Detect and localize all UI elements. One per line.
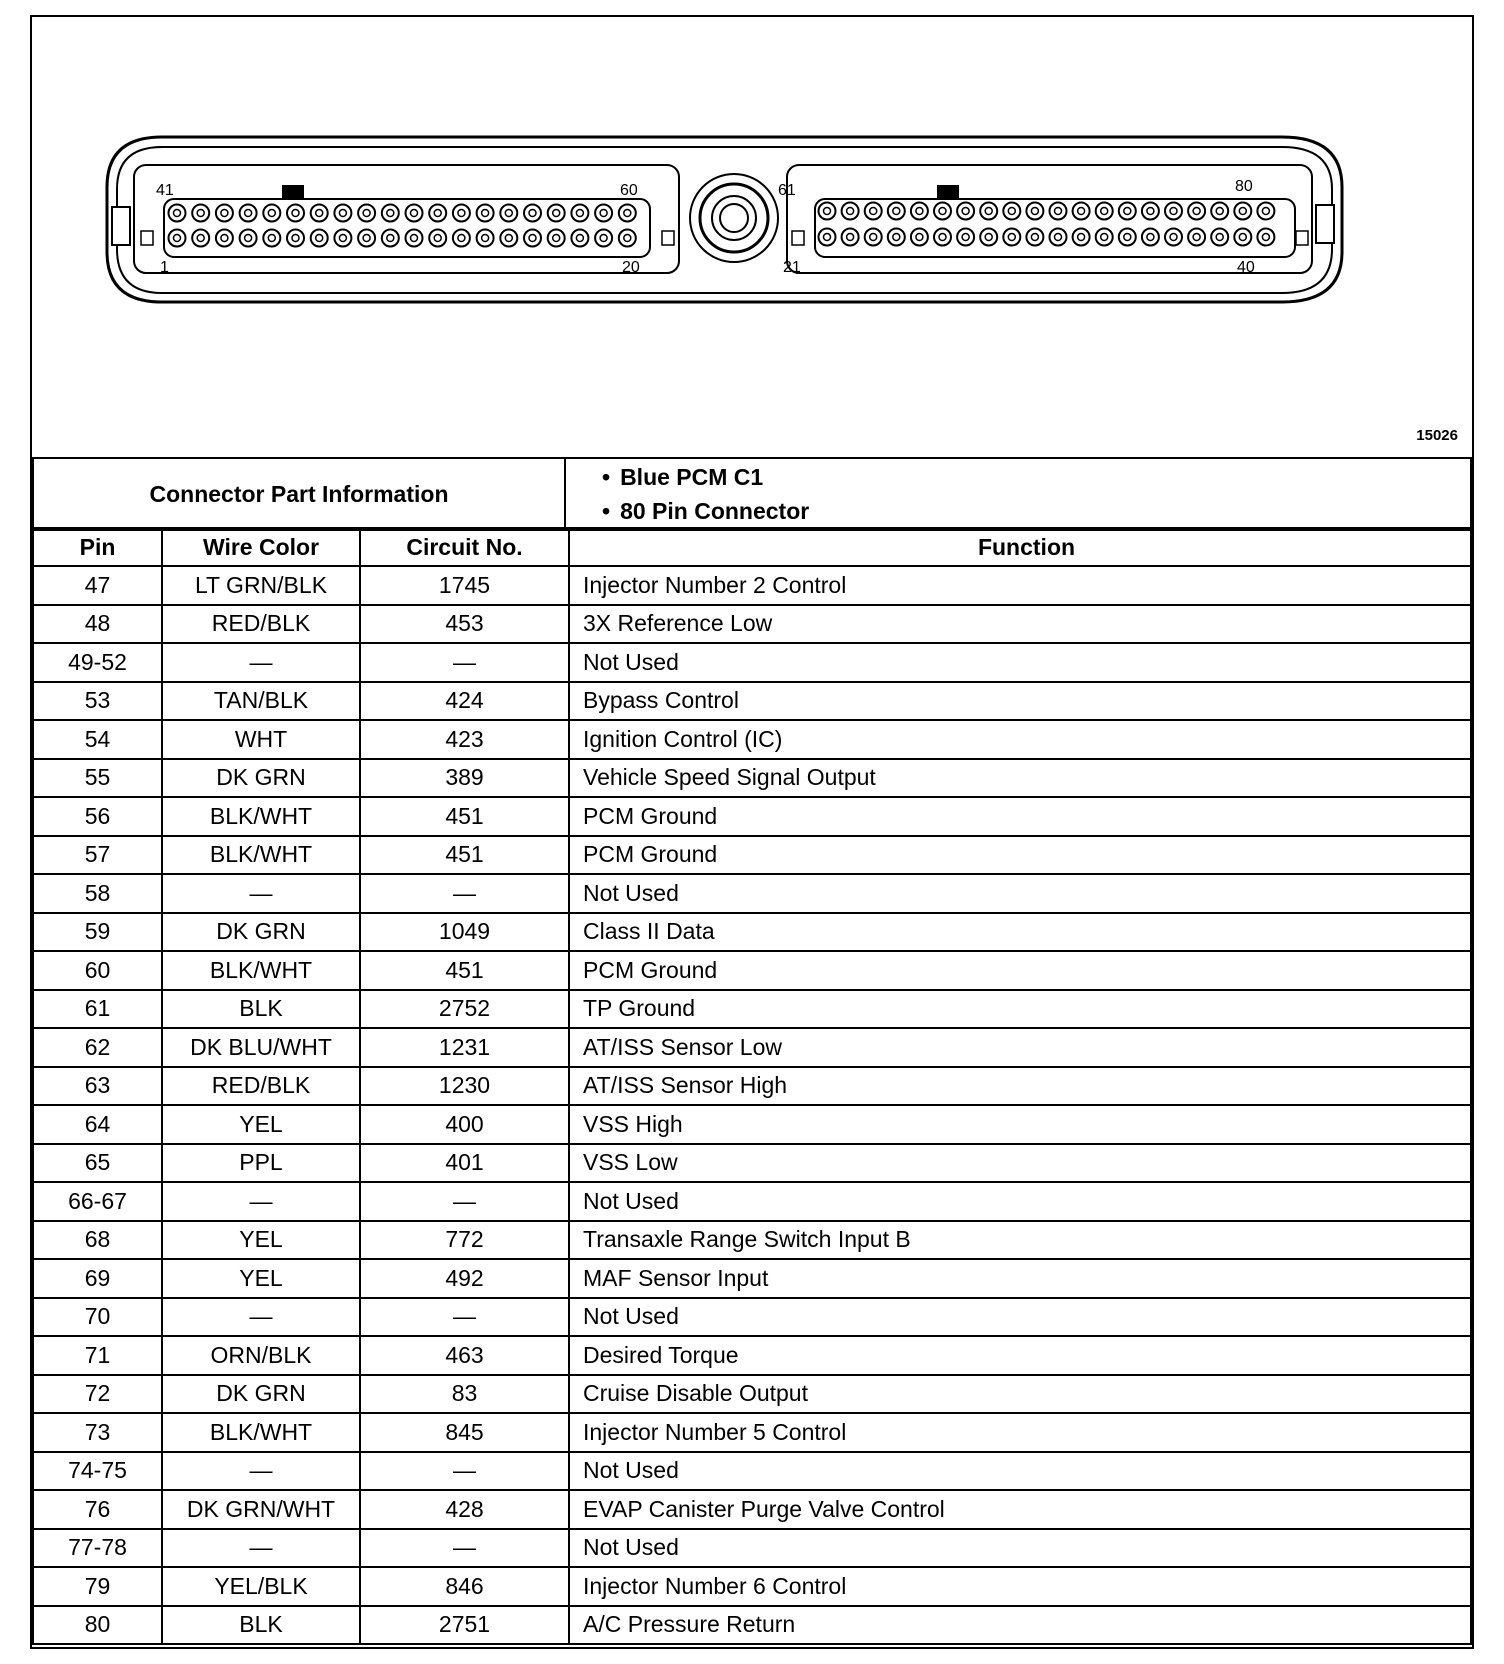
- left-bottom-pin: [287, 230, 304, 247]
- right-bottom-pin: [1119, 229, 1136, 246]
- label-41: 41: [156, 182, 174, 199]
- circuit-cell: 492: [360, 1259, 569, 1298]
- pin-cell: 53: [33, 682, 162, 721]
- pin-cell: 69: [33, 1259, 162, 1298]
- left-key: [282, 185, 304, 198]
- circuit-cell: 845: [360, 1413, 569, 1452]
- wire-color-cell: YEL/BLK: [162, 1567, 360, 1606]
- right-top-pin: [1257, 203, 1274, 220]
- col-header-function: Function: [569, 528, 1471, 566]
- wire-color-cell: BLK/WHT: [162, 836, 360, 875]
- center-bolt-outer: [690, 174, 778, 262]
- left-bottom-pin: [382, 230, 399, 247]
- left-bottom-pin: [477, 230, 494, 247]
- pin-cell: 76: [33, 1490, 162, 1529]
- left-top-pin: [216, 205, 233, 222]
- center-bolt-core: [720, 204, 748, 232]
- circuit-cell: —: [360, 1298, 569, 1337]
- function-cell: Desired Torque: [569, 1336, 1471, 1375]
- table-row: [33, 836, 1471, 875]
- col-header-wire-color: Wire Color: [162, 528, 360, 566]
- right-top-pin: [957, 203, 974, 220]
- table-row: [33, 1067, 1471, 1106]
- right-top-pin: [934, 203, 951, 220]
- table-row: [33, 720, 1471, 759]
- pin-cell: 58: [33, 874, 162, 913]
- wire-color-cell: DK GRN: [162, 759, 360, 798]
- function-cell: EVAP Canister Purge Valve Control: [569, 1490, 1471, 1529]
- function-cell: Transaxle Range Switch Input B: [569, 1221, 1471, 1260]
- right-top-pin: [865, 203, 882, 220]
- label-60: 60: [620, 182, 638, 199]
- pin-cell: 68: [33, 1221, 162, 1260]
- right-bottom-pin: [1096, 229, 1113, 246]
- circuit-cell: 1049: [360, 913, 569, 952]
- table-row: [33, 643, 1471, 682]
- function-cell: AT/ISS Sensor Low: [569, 1028, 1471, 1067]
- function-cell: TP Ground: [569, 990, 1471, 1029]
- pin-cell: 56: [33, 797, 162, 836]
- table-row: [33, 1221, 1471, 1260]
- left-bottom-pin: [169, 230, 186, 247]
- left-bottom-pin: [192, 230, 209, 247]
- right-bottom-pin: [1211, 229, 1228, 246]
- circuit-cell: —: [360, 643, 569, 682]
- left-bottom-pin: [263, 230, 280, 247]
- left-top-pin: [571, 205, 588, 222]
- left-top-pin: [382, 205, 399, 222]
- right-top-pin: [1096, 203, 1113, 220]
- table-row: [33, 1452, 1471, 1491]
- left-bottom-pin: [500, 230, 517, 247]
- left-top-pin: [595, 205, 612, 222]
- function-cell: VSS Low: [569, 1144, 1471, 1183]
- left-latch: [112, 207, 130, 245]
- right-top-pin: [911, 203, 928, 220]
- wire-color-cell: BLK/WHT: [162, 797, 360, 836]
- table-row: [33, 1606, 1471, 1645]
- figure-id: 15026: [1416, 427, 1458, 444]
- function-cell: MAF Sensor Input: [569, 1259, 1471, 1298]
- right-top-pin: [1050, 203, 1067, 220]
- label-20: 20: [622, 259, 640, 276]
- table-row: [33, 1105, 1471, 1144]
- table-row: [33, 682, 1471, 721]
- right-bottom-pin: [980, 229, 997, 246]
- right-bottom-pin: [1073, 229, 1090, 246]
- function-cell: PCM Ground: [569, 836, 1471, 875]
- table-row: [33, 913, 1471, 952]
- right-top-pin: [1211, 203, 1228, 220]
- left-bottom-pin: [524, 230, 541, 247]
- pin-cell: 70: [33, 1298, 162, 1337]
- table-row: [33, 1529, 1471, 1568]
- right-bottom-pin: [1142, 229, 1159, 246]
- label-61: 61: [778, 182, 796, 199]
- left-top-pin: [406, 205, 423, 222]
- function-cell: Class II Data: [569, 913, 1471, 952]
- circuit-cell: 401: [360, 1144, 569, 1183]
- left-top-pin: [358, 205, 375, 222]
- wire-color-cell: YEL: [162, 1105, 360, 1144]
- right-bottom-pin: [1234, 229, 1251, 246]
- left-end-tab-r: [662, 231, 674, 245]
- left-top-pin: [548, 205, 565, 222]
- left-bottom-pin: [548, 230, 565, 247]
- circuit-cell: —: [360, 1529, 569, 1568]
- right-top-pin: [1234, 203, 1251, 220]
- function-cell: Injector Number 5 Control: [569, 1413, 1471, 1452]
- table-row: [33, 1182, 1471, 1221]
- left-bottom-pin: [406, 230, 423, 247]
- left-bottom-pin: [334, 230, 351, 247]
- wire-color-cell: BLK/WHT: [162, 951, 360, 990]
- function-cell: A/C Pressure Return: [569, 1606, 1471, 1645]
- wire-color-cell: BLK/WHT: [162, 1413, 360, 1452]
- function-cell: Not Used: [569, 1529, 1471, 1568]
- wire-color-cell: LT GRN/BLK: [162, 566, 360, 605]
- right-top-pin: [888, 203, 905, 220]
- pin-cell: 48: [33, 605, 162, 644]
- pin-cell: 62: [33, 1028, 162, 1067]
- circuit-cell: —: [360, 1452, 569, 1491]
- right-bottom-pin: [1257, 229, 1274, 246]
- function-cell: Ignition Control (IC): [569, 720, 1471, 759]
- right-bottom-pin: [934, 229, 951, 246]
- table-row: [33, 605, 1471, 644]
- circuit-cell: 428: [360, 1490, 569, 1529]
- table-row: [33, 1259, 1471, 1298]
- function-cell: AT/ISS Sensor High: [569, 1067, 1471, 1106]
- right-bottom-pin: [1003, 229, 1020, 246]
- wire-color-cell: —: [162, 1529, 360, 1568]
- left-top-pin: [477, 205, 494, 222]
- circuit-cell: 83: [360, 1375, 569, 1414]
- right-top-pin: [1165, 203, 1182, 220]
- function-cell: 3X Reference Low: [569, 605, 1471, 644]
- circuit-cell: 2752: [360, 990, 569, 1029]
- wire-color-cell: YEL: [162, 1259, 360, 1298]
- center-bolt-mid: [700, 184, 768, 252]
- circuit-cell: 400: [360, 1105, 569, 1144]
- pin-cell: 47: [33, 566, 162, 605]
- circuit-cell: 846: [360, 1567, 569, 1606]
- label-40: 40: [1237, 259, 1255, 276]
- right-bottom-pin: [865, 229, 882, 246]
- pin-cell: 73: [33, 1413, 162, 1452]
- right-top-pin: [819, 203, 836, 220]
- pin-cell: 61: [33, 990, 162, 1029]
- circuit-cell: 1231: [360, 1028, 569, 1067]
- wire-color-cell: —: [162, 1182, 360, 1221]
- pin-cell: 63: [33, 1067, 162, 1106]
- label-21: 21: [783, 259, 801, 276]
- circuit-cell: —: [360, 1182, 569, 1221]
- circuit-cell: 2751: [360, 1606, 569, 1645]
- center-bolt-inner: [712, 196, 756, 240]
- left-top-pin: [192, 205, 209, 222]
- wire-color-cell: TAN/BLK: [162, 682, 360, 721]
- table-row: [33, 759, 1471, 798]
- left-top-pin: [334, 205, 351, 222]
- pin-cell: 71: [33, 1336, 162, 1375]
- wire-color-cell: WHT: [162, 720, 360, 759]
- circuit-cell: 423: [360, 720, 569, 759]
- right-top-pin: [980, 203, 997, 220]
- table-row: [33, 990, 1471, 1029]
- table-row: [33, 566, 1471, 605]
- left-top-pin: [240, 205, 257, 222]
- right-top-pin: [1026, 203, 1043, 220]
- pinout-table: [32, 527, 1472, 1645]
- col-header-circuit: Circuit No.: [360, 528, 569, 566]
- wire-color-cell: —: [162, 1298, 360, 1337]
- pin-cell: 65: [33, 1144, 162, 1183]
- right-bottom-pin: [888, 229, 905, 246]
- wire-color-cell: DK GRN/WHT: [162, 1490, 360, 1529]
- circuit-cell: 1745: [360, 566, 569, 605]
- wire-color-cell: RED/BLK: [162, 605, 360, 644]
- right-bottom-pin: [1050, 229, 1067, 246]
- function-cell: Injector Number 2 Control: [569, 566, 1471, 605]
- label-80: 80: [1235, 178, 1253, 195]
- pin-cell: 54: [33, 720, 162, 759]
- function-cell: Injector Number 6 Control: [569, 1567, 1471, 1606]
- function-cell: Bypass Control: [569, 682, 1471, 721]
- table-row: [33, 1298, 1471, 1337]
- wire-color-cell: BLK: [162, 1606, 360, 1645]
- left-bottom-pin: [240, 230, 257, 247]
- pin-cell: 57: [33, 836, 162, 875]
- function-cell: Not Used: [569, 1298, 1471, 1337]
- label-1: 1: [160, 259, 169, 276]
- connector-illustration: [32, 17, 1472, 457]
- right-top-pin: [1119, 203, 1136, 220]
- pin-cell: 64: [33, 1105, 162, 1144]
- wire-color-cell: DK GRN: [162, 913, 360, 952]
- circuit-cell: 451: [360, 797, 569, 836]
- table-row: [33, 797, 1471, 836]
- left-bottom-pin: [429, 230, 446, 247]
- circuit-cell: 424: [360, 682, 569, 721]
- function-cell: Not Used: [569, 1452, 1471, 1491]
- left-top-pin: [524, 205, 541, 222]
- table-row: [33, 1375, 1471, 1414]
- wire-color-cell: RED/BLK: [162, 1067, 360, 1106]
- wire-color-cell: PPL: [162, 1144, 360, 1183]
- left-bottom-pin: [619, 230, 636, 247]
- wire-color-cell: BLK: [162, 990, 360, 1029]
- left-end-tab-l: [141, 231, 153, 245]
- left-bottom-pin: [453, 230, 470, 247]
- left-top-pin: [287, 205, 304, 222]
- circuit-cell: 453: [360, 605, 569, 644]
- function-cell: PCM Ground: [569, 797, 1471, 836]
- function-cell: Cruise Disable Output: [569, 1375, 1471, 1414]
- table-row: [33, 1413, 1471, 1452]
- left-top-pin: [263, 205, 280, 222]
- pin-cell: 79: [33, 1567, 162, 1606]
- table-row: [33, 1144, 1471, 1183]
- left-bottom-pin: [571, 230, 588, 247]
- left-bottom-pin: [311, 230, 328, 247]
- right-end-tab-l: [792, 231, 804, 245]
- pin-cell: 59: [33, 913, 162, 952]
- circuit-cell: 1230: [360, 1067, 569, 1106]
- circuit-cell: 451: [360, 836, 569, 875]
- wire-color-cell: ORN/BLK: [162, 1336, 360, 1375]
- wire-color-cell: —: [162, 643, 360, 682]
- right-bottom-pin: [1188, 229, 1205, 246]
- pin-cell: 74-75: [33, 1452, 162, 1491]
- right-latch: [1316, 205, 1334, 243]
- pin-cell: 77-78: [33, 1529, 162, 1568]
- left-bottom-pin: [358, 230, 375, 247]
- wire-color-cell: DK GRN: [162, 1375, 360, 1414]
- circuit-cell: 463: [360, 1336, 569, 1375]
- pin-cell: 72: [33, 1375, 162, 1414]
- right-bottom-pin: [819, 229, 836, 246]
- table-row: [33, 1336, 1471, 1375]
- left-top-pin: [169, 205, 186, 222]
- diagram-sheet: [30, 15, 1474, 1649]
- connector-detail: • Blue PCM C1: [602, 460, 1470, 494]
- function-cell: Vehicle Speed Signal Output: [569, 759, 1471, 798]
- table-row: [33, 874, 1471, 913]
- left-top-pin: [453, 205, 470, 222]
- wire-color-cell: DK BLU/WHT: [162, 1028, 360, 1067]
- table-row: [33, 1490, 1471, 1529]
- wire-color-cell: —: [162, 874, 360, 913]
- right-end-tab-r: [1296, 231, 1308, 245]
- right-top-pin: [1073, 203, 1090, 220]
- left-top-pin: [429, 205, 446, 222]
- wire-color-cell: YEL: [162, 1221, 360, 1260]
- left-bottom-pin: [216, 230, 233, 247]
- right-bottom-pin: [1165, 229, 1182, 246]
- left-top-pin: [619, 205, 636, 222]
- circuit-cell: 451: [360, 951, 569, 990]
- pin-cell: 66-67: [33, 1182, 162, 1221]
- function-cell: Not Used: [569, 643, 1471, 682]
- function-cell: VSS High: [569, 1105, 1471, 1144]
- circuit-cell: —: [360, 874, 569, 913]
- function-cell: PCM Ground: [569, 951, 1471, 990]
- table-row: [33, 1567, 1471, 1606]
- connector-info-heading: Connector Part Information: [33, 458, 565, 530]
- table-row: [33, 1028, 1471, 1067]
- pin-cell: 55: [33, 759, 162, 798]
- right-bottom-pin: [911, 229, 928, 246]
- right-bottom-pin: [1026, 229, 1043, 246]
- circuit-cell: 772: [360, 1221, 569, 1260]
- right-top-pin: [1142, 203, 1159, 220]
- left-top-pin: [500, 205, 517, 222]
- left-bottom-pin: [595, 230, 612, 247]
- pin-cell: 49-52: [33, 643, 162, 682]
- function-cell: Not Used: [569, 874, 1471, 913]
- pin-cell: 80: [33, 1606, 162, 1645]
- pin-cell: 60: [33, 951, 162, 990]
- right-bottom-pin: [957, 229, 974, 246]
- table-row: [33, 951, 1471, 990]
- right-top-pin: [842, 203, 859, 220]
- right-bottom-pin: [842, 229, 859, 246]
- wire-color-cell: —: [162, 1452, 360, 1491]
- function-cell: Not Used: [569, 1182, 1471, 1221]
- left-top-pin: [311, 205, 328, 222]
- col-header-pin: Pin: [33, 528, 162, 566]
- right-top-pin: [1003, 203, 1020, 220]
- connector-detail: • 80 Pin Connector: [602, 494, 1470, 528]
- right-key: [937, 185, 959, 198]
- circuit-cell: 389: [360, 759, 569, 798]
- connector-info-details: [565, 458, 1471, 530]
- right-top-pin: [1188, 203, 1205, 220]
- connector-info-table: [32, 457, 1472, 531]
